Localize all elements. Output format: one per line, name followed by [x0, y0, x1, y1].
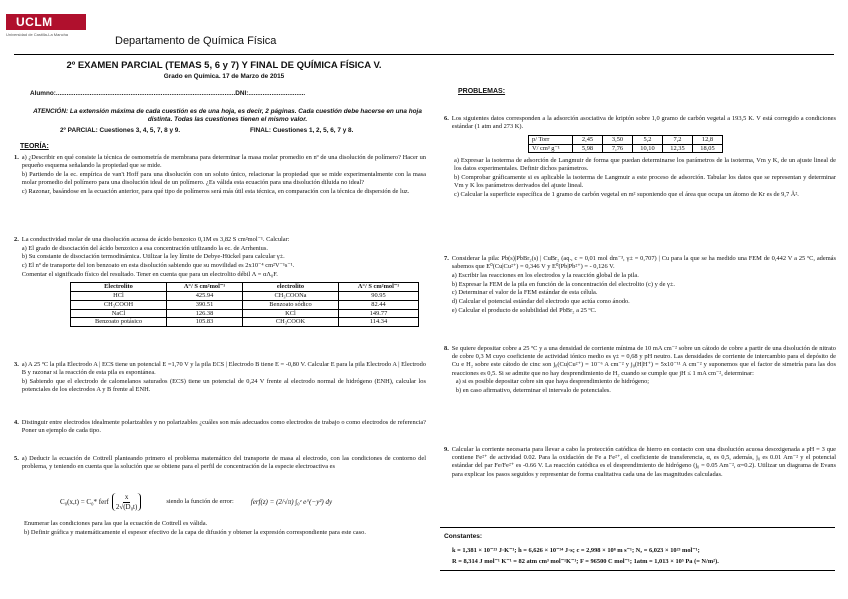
q7-number: 7.	[444, 255, 449, 262]
q1-b: b) Partiendo de la ec. empírica de van't Hoff para una disolución con un soluto único, relacionar la propiedad que se mide experimentalmente con la masa molar promedio del polímero para una disolución ideal de un polímero. ¿Es válida esta ecuación para una disolución diluida no ideal?	[21, 170, 426, 187]
q3-b: b) Sabiendo que el electrodo de calomelanos saturados (ECS) tiene un potencial de 0,24 V frente al electrodo normal de hidrógeno (ENH), calcular los potenciales de los electrodos A y B frente al ENH.	[21, 377, 426, 394]
eq-frac-num: x	[124, 492, 129, 501]
q3-number: 3.	[14, 361, 19, 368]
q6-c: c) Calcular la superficie específica de 1 gramo de carbón vegetal en m² suponiendo que el área que ocupa un átomo de Kr es de 9,7 Å².	[454, 191, 799, 198]
q5-b: b) Definir gráfica y matemáticamente el espesor efectivo de la capa de difusión y obtener la expresión correspondiente para este caso.	[24, 528, 366, 536]
table-cell: KCl	[243, 309, 339, 318]
table-header: Λ°/ S cm²mol⁻¹	[167, 283, 243, 292]
question-4	[14, 419, 426, 436]
header-divider	[14, 54, 834, 55]
cottrell-equation	[60, 488, 420, 516]
question-9	[444, 446, 836, 479]
table-cell: 5,98	[573, 144, 603, 153]
table-cell: NaCl	[71, 309, 167, 318]
q5-number: 5.	[14, 455, 19, 462]
table-cell: 7,76	[603, 144, 633, 153]
table-cell: Benzoato sódico	[243, 300, 339, 309]
constants-heading: Constantes:	[444, 533, 483, 540]
table-row	[71, 300, 419, 309]
table-header: Λ°/ S cm²mol⁻¹	[339, 283, 419, 292]
q6-intro: Los siguientes datos corresponden a la adsorción asociativa de kriptón sobre 1,0 gramo de carbón vegetal a 193,5 K. V está corregido a condiciones estándar (1 atm and 273 K).	[451, 115, 836, 131]
q8-intro: Se quiere depositar cobre a 25 ºC y a una densidad de corriente mínima de 10 mA cm⁻² sobre un cátodo de cobre a partir de una disolución de nitrato de cobre 0,3 M cuyo coeficiente de actividad iónico medio es γ± = 0,68 y pH neutro. Las densidades de corriente de intercambio para el depósito de Cu e H₂ sobre este cátodo de cinc son j₀(Cu|Cu²⁺) = 10⁻⁶ A cm⁻² y j₀(H|H⁺) = 5x10⁻¹¹ A cm⁻² y suponemos que el factor de simetría para las dos reacciones es 0,5. Si se admite que no hay desprendimiento de H₂ cuando se cumple que jH ≤ 1 mA cm⁻², determinar:	[451, 345, 836, 377]
logo-subtext: Universidad de Castilla-La Mancha	[6, 32, 69, 37]
table-cell: CH₃COOK	[243, 318, 339, 327]
q6-a: a) Expresar la isoterma de adsorción de Langmuir de forma que puedan determinarse los parámetros de la isoterma, Vm y K, de un ajuste lineal de los datos experimentales. Definir dichos parámetros.	[454, 157, 836, 173]
exam-title: 2º EXAMEN PARCIAL (TEMAS 5, 6 y 7) Y FINAL DE QUÍMICA FÍSICA V.	[66, 60, 382, 71]
question-6	[444, 115, 836, 200]
question-2	[14, 236, 426, 327]
q9-text: Calcular la corriente necesaria para llevar a cabo la protección catódica de hierro en contacto con una disolución acuosa desoxigenada a pH = 3 que contiene Fe²⁺ de actividad 0.02. Para la oxidación de Fe a Fe²⁺, el coeficiente de transferencia, α, es 0,5, además, j₀ es 0.01 Am⁻² y el potencial estándar del par Fe/Fe²⁺ es -0.66 V. La reacción catódica es el desprendimiento de hidrógeno (j₀ = 0.05 Am⁻², α=0.2). Utilizar un diagrama de Evans para explicar los pasos seguidos y representar de forma cualitativa cada una de las magnitudes calculadas.	[451, 446, 836, 478]
adsorption-table	[528, 135, 723, 153]
q1-c: c) Razonar, basándose en la ecuación anterior, para qué tipo de polímeros será más útil esta técnica, en comparación con la técnica de dispersión de luz.	[21, 187, 410, 195]
logo-text: UCLM	[16, 15, 53, 29]
q2-c: c) El nº de transporte del ion benzoato en esta disolución sabiendo que su movilidad es 2x10⁻⁴ cm²V⁻¹s⁻¹.	[21, 262, 295, 270]
eq-frac-den: 2√(D₀t)	[115, 502, 138, 511]
q2-number: 2.	[14, 236, 19, 243]
q7-e: e) Calcular el producto de solubilidad del PbBr₂ a 25 ºC.	[451, 306, 597, 314]
q7-a: a) Escribir las reacciones en los electrodos y la reacción global de la pila.	[451, 271, 639, 279]
question-8	[444, 345, 836, 396]
eq-left: C₀(x,t) = C₀* ferf	[60, 497, 109, 506]
table-cell: Benzoato potásico	[71, 318, 167, 327]
table-cell: 105.83	[167, 318, 243, 327]
table-cell: HCl	[71, 292, 167, 301]
table-cell: 425.94	[167, 292, 243, 301]
q8-b: b) en caso afirmativo, determinar el intervalo de potenciales.	[455, 386, 611, 394]
q8-number: 8.	[444, 345, 449, 352]
q7-c: c) Determinar el valor de la FEM estándar de esta célula.	[451, 289, 598, 297]
table-cell: 12,8	[693, 135, 723, 144]
q3-a: a) A 25 ºC la pila Electrodo A | ECS tiene un potencial E =1,70 V y la pila ECS | Electrodo B tiene E = -0,80 V. Calcular E para la pila Electrodo A | Electrodo B y razonar si la reacción de esta pila es espontánea.	[21, 361, 426, 377]
table-row	[529, 135, 723, 144]
uclm-logo	[6, 14, 86, 40]
q4-number: 4.	[14, 419, 19, 426]
table-cell: 390.51	[167, 300, 243, 309]
table-cell: 114.34	[339, 318, 419, 327]
theory-heading: TEORÍA:	[20, 143, 49, 150]
student-line: Alumno:.....................................................................................................DNI:................................	[30, 90, 306, 97]
table-row	[529, 144, 723, 153]
table-header: electrolito	[243, 283, 339, 292]
question-5	[14, 455, 426, 472]
constants-line-2: R = 8,314 J mol⁻¹ K⁻¹ = 82 atm cm³ mol⁻¹K⁻¹; F = 96500 C mol⁻¹; 1atm = 1,013 × 10⁵ Pa (= N/m²).	[452, 558, 719, 565]
eq-right: ferf(z) = (2/√π) ∫₀ᶻ e^(−y²) dy	[250, 497, 333, 506]
constants-line-1: k = 1,381 × 10⁻²³ J·K⁻¹; h = 6,626 × 10⁻³⁴ J·s; c = 2,998 × 10⁸ m s⁻¹; Nₐ = 6,023 × 10²³ mol⁻¹;	[452, 547, 700, 554]
table-cell: 3,50	[603, 135, 633, 144]
problems-heading: PROBLEMAS:	[458, 88, 506, 95]
q2-comment: Comentar el significado físico del resultado. Tener en cuenta que para un electrolito débil Λ = αΛ₀F.	[21, 270, 278, 278]
table-cell: 90.95	[339, 292, 419, 301]
department-name: Departamento de Química Física	[115, 35, 277, 47]
table-cell: 126.38	[167, 309, 243, 318]
q9-number: 9.	[444, 446, 449, 453]
table-cell: V/ cm³ g⁻¹	[529, 144, 573, 153]
eq-mid-text: siendo la función de error:	[166, 497, 234, 505]
table-cell: 82.44	[339, 300, 419, 309]
constants-top-rule	[440, 527, 835, 528]
q2-intro: La conductividad molar de una disolución acuosa de ácido benzoico 0,1M es 3,82 S cm²mol⁻¹. Calcular:	[21, 236, 290, 243]
q1-number: 1.	[14, 154, 19, 161]
q7-b: b) Expresar la FEM de la pila en función de la concentración del electrolito (c) y de γ±.	[451, 280, 675, 288]
question-5-b	[24, 520, 426, 537]
question-7	[444, 255, 836, 315]
attention-note: ATENCIÓN: La extensión máxima de cada cuestión es de una hoja, es decir, 2 páginas. Cada cuestión debe hacerse en una hoja distinta. Todas las cuestiones tienen el mismo valor.	[33, 108, 422, 124]
conductivity-table	[70, 282, 419, 326]
q6-number: 6.	[444, 115, 449, 122]
table-cell: 149.77	[339, 309, 419, 318]
q4-text: Distinguir entre electrodos idealmente polarizables y no polarizables ¿cuáles son más adecuados como electrodos de trabajo o como electrodos de referencia? Poner un ejemplo de cada tipo.	[21, 419, 426, 435]
table-row	[71, 292, 419, 301]
q5-b1: Enumerar las condiciones para las que la ecuación de Cottrell es válida.	[24, 520, 208, 527]
table-cell: 10,10	[633, 144, 663, 153]
table-cell: 18,05	[693, 144, 723, 153]
q8-a: a) si es posible depositar cobre sin que haya desprendimiento de hidrógeno;	[455, 378, 650, 386]
constants-bottom-rule	[440, 570, 835, 571]
table-cell: 7,2	[663, 135, 693, 144]
table-cell: CH₃COONa	[243, 292, 339, 301]
q1-a: a) ¿Describir en qué consiste la técnica de osmometría de membrana para determinar la masa molar promedio en nº de una disolución de polímero? Hacer un pequeño esquema señalando la propiedad que se mide.	[21, 154, 426, 170]
table-cell: 5,2	[633, 135, 663, 144]
q2-a: a) El grado de disociación del ácido benzoico a esa concentración utilizando la ec. de Arrhenius.	[21, 244, 268, 252]
table-cell: p/ Torr	[529, 135, 573, 144]
exam-subtitle: Grado en Química. 17 de Marzo de 2015	[163, 73, 285, 80]
q6-b: b) Comprobar gráficamente si es aplicable la isoterma de Langmuir a este proceso de adsorción. Tabular los datos que se representan y determinar Vm y K los parámetros derivados del ajuste lineal.	[454, 174, 836, 190]
table-header: Electrolito	[71, 283, 167, 292]
q7-intro: Considerar la pila: Pb(s)|PbBr₂(s) | CuBr₂ (aq., c = 0,01 mol dm⁻³, γ± = 0,707) | Cu para la que se ha medido una FEM de 0,442 V a 25 ºC, además sabemos que E⁰(Cu|Cu²⁺) = 0,346 V y E⁰(Pb|Pb²⁺) = - 0,126 V.	[451, 255, 836, 271]
table-row	[71, 309, 419, 318]
table-cell: 2,45	[573, 135, 603, 144]
table-cell: CH₃COOH	[71, 300, 167, 309]
final-questions: FINAL: Cuestiones 1, 2, 5, 6, 7 y 8.	[250, 127, 354, 134]
question-1	[14, 154, 426, 196]
partial-questions: 2º PARCIAL: Cuestiones 3, 4, 5, 7, 8 y 9.	[60, 127, 181, 134]
table-cell: 12,35	[663, 144, 693, 153]
q2-b: b) Su constante de disociación termodinámica. Utilizar la ley límite de Debye-Hückel para calcular γ±.	[21, 253, 285, 261]
q7-d: d) Calcular el potencial estándar del electrodo que actúa como ánodo.	[451, 297, 630, 305]
table-row	[71, 318, 419, 327]
question-3	[14, 361, 426, 395]
eq-fraction	[112, 493, 141, 512]
q5-a: a) Deducir la ecuación de Cottrell planteando primero el problema matemático del transporte de masa al electrodo, con las condiciones de contorno del problema, y teniendo en cuenta que la solución que se obtiene para el perfil de concentración de la especie electroactiva es	[21, 455, 426, 471]
